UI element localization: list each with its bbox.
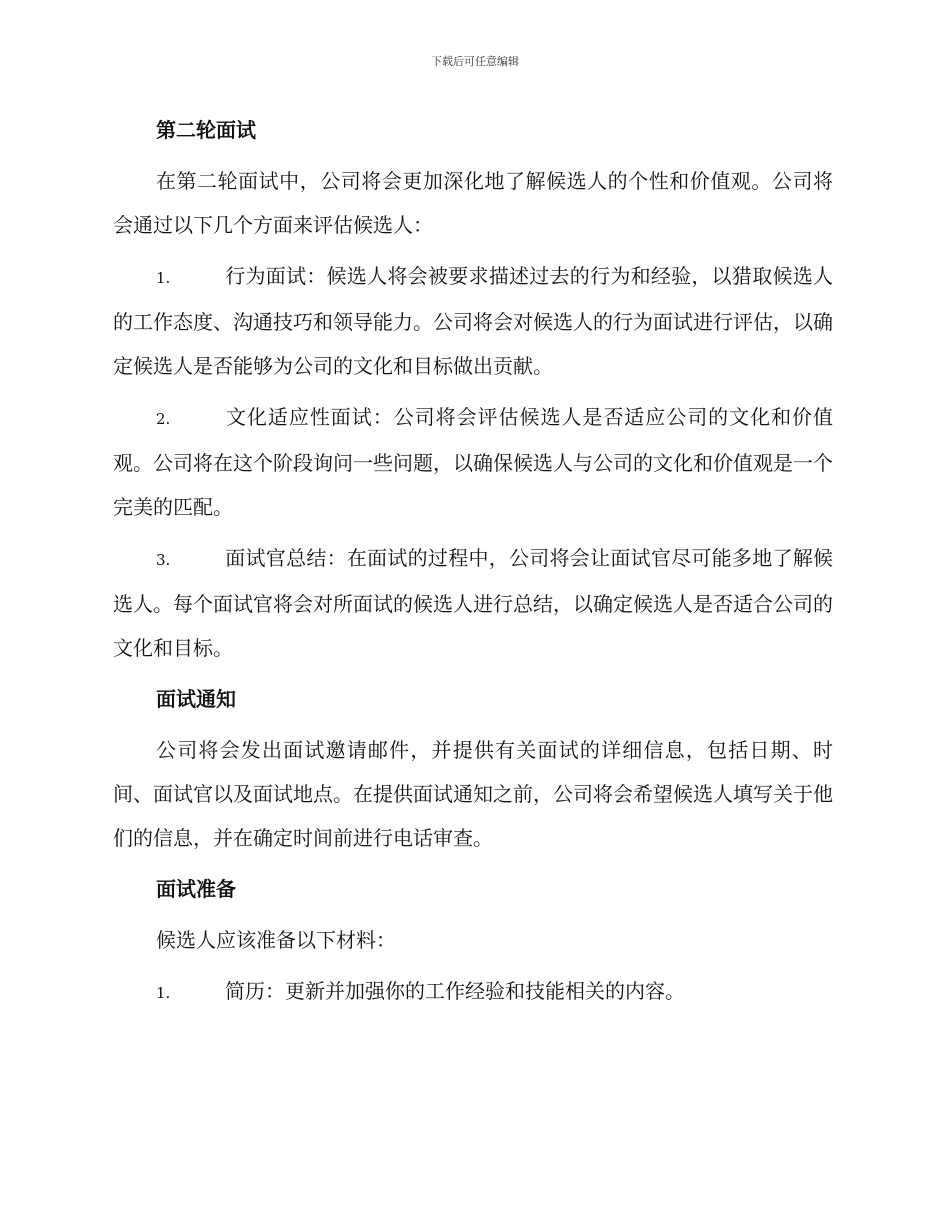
section-intro-interview-notice: 公司将会发出面试邀请邮件，并提供有关面试的详细信息，包括日期、时间、面试官以及面试地点。在提供面试通知之前，公司将会希望候选人填写关于他们的信息，并在确定时间前进行电话审查。: [113, 738, 833, 850]
document-body: [113, 108, 833, 1022]
section-heading-interview-prep: 面试准备: [156, 877, 236, 901]
section-intro-second-round: 在第二轮面试中，公司将会更加深化地了解候选人的个性和价值观。公司将会通过以下几个方面来评估候选人：: [113, 169, 833, 237]
section-heading-second-round: 第二轮面试: [156, 118, 256, 142]
list-item-text: 文化适应性面试：公司将会评估候选人是否适应公司的文化和价值观。公司将在这个阶段询问一些问题，以确保候选人与公司的文化和价值观是一个完美的匹配。: [113, 405, 833, 519]
list-item-behavior-interview: [113, 254, 833, 388]
list-item-resume: [113, 969, 833, 1015]
list-item-text: 行为面试：候选人将会被要求描述过去的行为和经验，以猎取候选人的工作态度、沟通技巧和领导能力。公司将会对候选人的行为面试进行评估，以确定候选人是否能够为公司的文化和目标做出贡献。: [113, 264, 833, 378]
section-heading-interview-notice: 面试通知: [156, 687, 236, 711]
list-number: 1.: [156, 269, 171, 287]
section-intro-interview-prep: 候选人应该准备以下材料：: [156, 928, 396, 952]
list-number: 2.: [156, 410, 171, 428]
list-item-text: 面试官总结：在面试的过程中，公司将会让面试官尽可能多地了解候选人。每个面试官将会对所面试的候选人进行总结，以确定候选人是否适合公司的文化和目标。: [113, 546, 833, 660]
list-number: 3.: [156, 551, 171, 569]
list-number: 1.: [156, 984, 171, 1002]
list-item-culture-fit-interview: [113, 395, 833, 529]
page-header-note: 下载后可任意编辑: [431, 55, 519, 68]
list-item-interviewer-summary: [113, 536, 833, 670]
list-item-text: 简历：更新并加强你的工作经验和技能相关的内容。: [225, 979, 685, 1003]
